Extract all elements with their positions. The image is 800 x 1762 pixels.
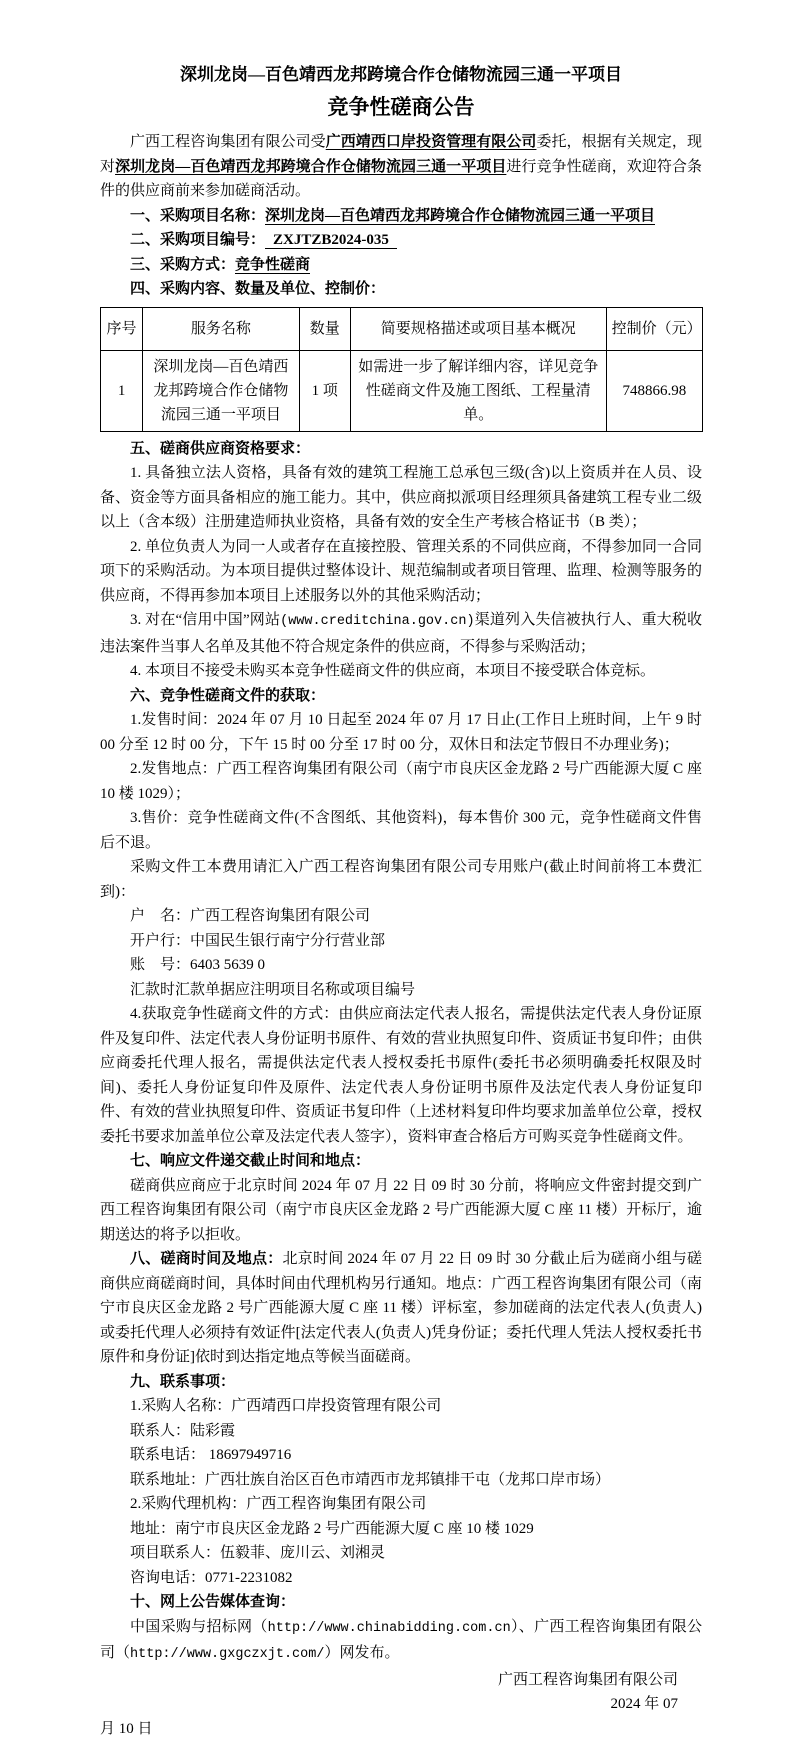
- section-4-heading: 四、采购内容、数量及单位、控制价：: [130, 281, 386, 297]
- intro-paragraph: [100, 130, 702, 204]
- section-5-item-1: 1. 具备独立法人资格，具备有效的建筑工程施工总承包三级(含)以上资质并在人员、设备、资金等方面具备相应的施工能力。其中，供应商拟派项目经理须具备建筑工程专业二级以上（含本级）注册建造师执业资格，具备有效的安全生产考核合格证书（B 类）；: [100, 465, 702, 530]
- cell-quantity: 1 项: [299, 350, 350, 431]
- section-2-value: ZXJTZB2024-035: [265, 232, 397, 249]
- section-6-item-2-sale-place: 2.发售地点：广西工程咨询集团有限公司（南宁市良庆区金龙路 2 号广西能源大厦 C 座 10 楼 1029）；: [100, 761, 702, 802]
- table-row: [101, 350, 703, 431]
- section-8-paragraph: [100, 1247, 702, 1370]
- creditchina-url: (www.creditchina.gov.cn): [280, 614, 475, 629]
- inquiry-phone-line: 咨询电话：0771-2231082: [130, 1569, 293, 1586]
- header-description: 简要规格描述或项目基本概况: [350, 307, 606, 350]
- intro-text-3: 进行竞争性磋商，欢迎符合条件的供应商前来参加磋商活动。: [100, 158, 702, 199]
- section-1-project-name: [100, 204, 702, 229]
- section-5-item-3-text-b: 渠道列入失信被执行人、重大税收违法案件当事人名单及其他不符合规定条件的供应商，不得参与采购活动；: [100, 612, 702, 655]
- project-contacts-line: 项目联系人：伍毅菲、庞川云、刘湘灵: [130, 1545, 386, 1561]
- section-1-label: 一、采购项目名称：: [130, 207, 266, 224]
- signature-date-right: 2024 年 07: [610, 1696, 678, 1712]
- section-10-text-a: 中国采购与招标网（: [130, 1618, 268, 1635]
- header-control-price: 控制价（元）: [606, 307, 702, 350]
- remittance-note: 汇款时汇款单据应注明项目名称或项目编号: [130, 981, 416, 998]
- intro-text-1: 广西工程咨询集团有限公司受: [130, 134, 326, 150]
- cell-description: 如需进一步了解详细内容，详见竞争性磋商文件及施工图纸、工程量清单。: [350, 350, 606, 431]
- section-5-item-4: 4. 本项目不接受未购买本竞争性磋商文件的供应商，本项目不接受联合体竞标。: [130, 663, 656, 679]
- bank-name: 开户行：中国民生银行南宁分行营业部: [130, 932, 386, 949]
- section-5-item-2: 2. 单位负责人为同一人或者存在直接控股、管理关系的不同供应商，不得参加同一合同项下的采购活动。为本项目提供过整体设计、规范编制或者项目管理、监理、检测等服务的供应商，不得再参加本项目上述服务以外的其他采购活动；: [100, 538, 702, 604]
- purchaser-name-underlined: 广西靖西口岸投资管理有限公司: [325, 134, 537, 150]
- section-6-item-3-price: 3.售价：竞争性磋商文件(不含图纸、其他资料)，每本售价 300 元，竞争性磋商文件售后不退。: [100, 810, 702, 851]
- section-10-paragraph: [100, 1615, 702, 1668]
- cell-seq: 1: [101, 350, 143, 431]
- bank-account-number: 账 号：6403 5639 0: [130, 957, 266, 973]
- section-5-item-3-text-a: 3. 对在“信用中国”网站: [130, 612, 281, 628]
- signature-date-left: 月 10 日: [100, 1720, 153, 1737]
- table-header-row: [101, 307, 703, 350]
- section-10-heading: 十、网上公告媒体查询：: [130, 1594, 296, 1610]
- section-10-text-d: ）网发布。: [324, 1645, 400, 1661]
- section-10-text-b: ）、广西工程咨询集团有限公司: [100, 1618, 702, 1661]
- intro-text-2: 委托，根据有关规定，现对: [100, 134, 702, 175]
- header-seq: 序号: [101, 307, 143, 350]
- section-7-heading: 七、响应文件递交截止时间和地点：: [130, 1153, 371, 1169]
- agency-name-line: 2.采购代理机构：广西工程咨询集团有限公司: [130, 1496, 427, 1512]
- header-service-name: 服务名称: [143, 307, 300, 350]
- section-6-heading: 六、竞争性磋商文件的获取：: [130, 687, 326, 704]
- project-title: 深圳龙岗—百色靖西龙邦跨境合作仓储物流园三通一平项目: [180, 65, 622, 84]
- section-3-label: 三、采购方式：: [130, 256, 236, 273]
- bank-account-name: 户 名：广西工程咨询集团有限公司: [130, 908, 371, 924]
- section-2-label: 二、采购项目编号：: [130, 232, 266, 248]
- procurement-table: [100, 307, 703, 432]
- section-5-heading: 五、磋商供应商资格要求：: [130, 440, 311, 457]
- section-6-fee-note: 采购文件工本费用请汇入广西工程咨询集团有限公司专用账户(截止时间前将工本费汇到)：: [100, 859, 702, 900]
- contact-phone-line: 联系电话： 18697949716: [130, 1447, 292, 1463]
- announcement-title: 竞争性磋商公告: [327, 95, 475, 119]
- section-3-method: [100, 253, 702, 278]
- purchaser-name-line: 1.采购人名称：广西靖西口岸投资管理有限公司: [130, 1398, 442, 1414]
- gxgczxjt-url: http://www.gxgczxjt.com/: [130, 1647, 325, 1662]
- signature-company: 广西工程咨询集团有限公司: [497, 1671, 678, 1688]
- section-1-value: 深圳龙岗—百色靖西龙邦跨境合作仓储物流园三通一平项目: [265, 207, 656, 224]
- section-7-paragraph: 磋商供应商应于北京时间 2024 年 07 月 22 日 09 时 30 分前，将响应文件密封提交到广西工程咨询集团有限公司（南宁市良庆区金龙路 2 号广西能源大厦 C 座 11 楼）开标厅，逾期送达的将予以拒收。: [100, 1177, 702, 1243]
- cell-control-price: 748866.98: [606, 350, 702, 431]
- agency-address-line: 地址：南宁市良庆区金龙路 2 号广西能源大厦 C 座 10 楼 1029: [130, 1520, 534, 1537]
- section-10-text-c: （: [115, 1645, 131, 1661]
- header-quantity: 数量: [299, 307, 350, 350]
- project-name-underlined: 深圳龙岗—百色靖西龙邦跨境合作仓储物流园三通一平项目: [115, 158, 507, 175]
- section-2-project-number: [100, 228, 702, 253]
- contact-person-line: 联系人：陆彩霞: [130, 1422, 236, 1439]
- section-6-item-1-sale-time: 1.发售时间：2024 年 07 月 10 日起至 2024 年 07 月 17 日止(工作日上班时间，上午 9 时 00 分至 12 时 00 分，下午 15 时 00 分至 17 时 00 分，双休日和法定节假日不办理业务)；: [100, 712, 702, 753]
- section-8-label: 八、磋商时间及地点：: [130, 1251, 283, 1267]
- chinabidding-url: http://www.chinabidding.com.cn: [267, 1620, 511, 1636]
- section-3-value: 竞争性磋商: [235, 256, 311, 273]
- section-9-heading: 九、联系事项：: [130, 1373, 236, 1390]
- cell-service-name: 深圳龙岗—百色靖西龙邦跨境合作仓储物流园三通一平项目: [143, 350, 300, 431]
- section-5-item-3: [100, 608, 702, 659]
- section-8-text: 北京时间 2024 年 07 月 22 日 09 时 30 分截止后为磋商小组与磋商供应商磋商时间，具体时间由代理机构另行通知。地点：广西工程咨询集团有限公司（南宁市良庆区金龙路 2 号广西能源大厦 C 座 11 楼）评标室，参加磋商的法定代表人(负责人)或委托代理人必须持有效证件[法定代表人(负责人)凭身份证；委托代理人凭法人授权委托书原件和身份证]依时到达指定地点等候当面磋商。: [100, 1251, 702, 1365]
- section-6-item-4-obtain-method: 4.获取竞争性磋商文件的方式：由供应商法定代表人报名，需提供法定代表人身份证原件及复印件、法定代表人身份证明书原件、有效的营业执照复印件、资质证书复印件；由供应商委托代理人报名，需提供法定代表人授权委托书原件(委托书必须明确委托权限及时间)、委托人身份证复印件及原件、法定代表人身份证明书原件及法定代表人身份证复印件、有效的营业执照复印件、资质证书复印件（上述材料复印件均要求加盖单位公章，授权委托书要求加盖单位公章及法定代表人签字），资料审查合格后方可购买竞争性磋商文件。: [100, 1006, 702, 1145]
- contact-address-line: 联系地址：广西壮族自治区百色市靖西市龙邦镇排干屯（龙邦口岸市场）: [130, 1471, 611, 1488]
